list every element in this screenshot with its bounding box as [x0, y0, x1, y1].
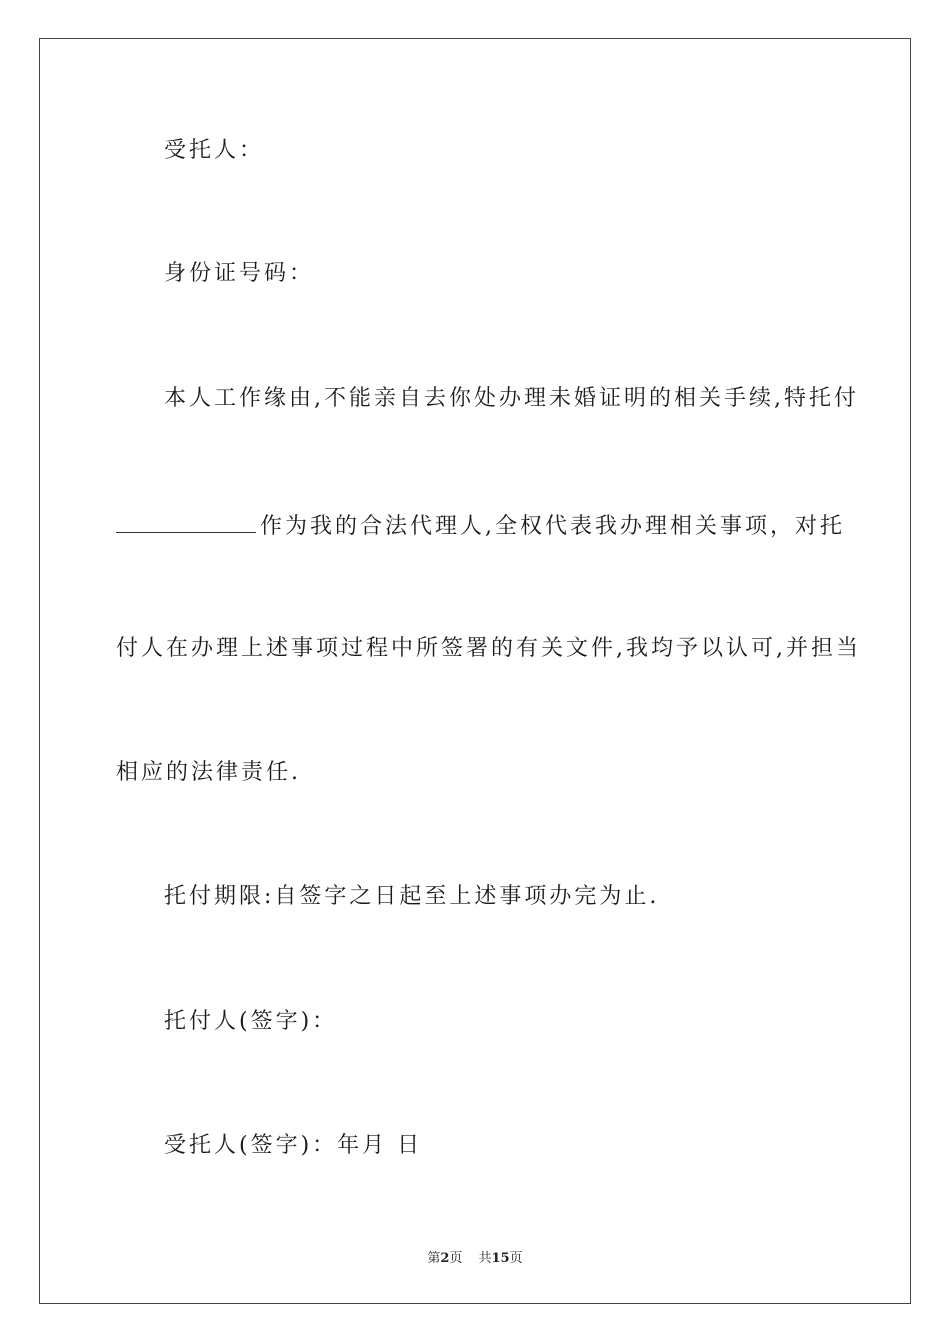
- paragraph-line-2: [116, 510, 845, 542]
- page-suffix: 页: [449, 1251, 463, 1266]
- total-prefix: 共: [478, 1251, 492, 1266]
- period-line: 托付期限:自签字之日起至上述事项办完为止.: [164, 884, 660, 909]
- principal-signature-line: 托付人(签字)：: [164, 1009, 338, 1034]
- page-prefix: 第: [427, 1251, 441, 1266]
- id-number-label: 身份证号码：: [164, 261, 315, 286]
- page-frame: [39, 38, 911, 1304]
- total-pages: 15: [491, 1251, 510, 1266]
- paragraph-line-3: 付人在办理上述事项过程中所签署的有关文件,我均予以认可,并担当: [116, 636, 861, 661]
- page-number: 2: [440, 1251, 450, 1266]
- paragraph-line-2-text: 作为我的合法代理人,全权代表我办理相关事项，对托: [260, 514, 845, 539]
- trustee-signature-line: 受托人(签字)：年月 日: [164, 1133, 423, 1158]
- page-footer: [0, 1247, 950, 1266]
- paragraph-line-1: 本人工作缘由,不能亲自去你处办理未婚证明的相关手续,特托付: [164, 386, 859, 411]
- paragraph-line-4: 相应的法律责任.: [116, 760, 301, 785]
- agent-name-blank[interactable]: [116, 510, 256, 533]
- trustee-label: 受托人：: [164, 138, 265, 163]
- total-suffix: 页: [509, 1251, 523, 1266]
